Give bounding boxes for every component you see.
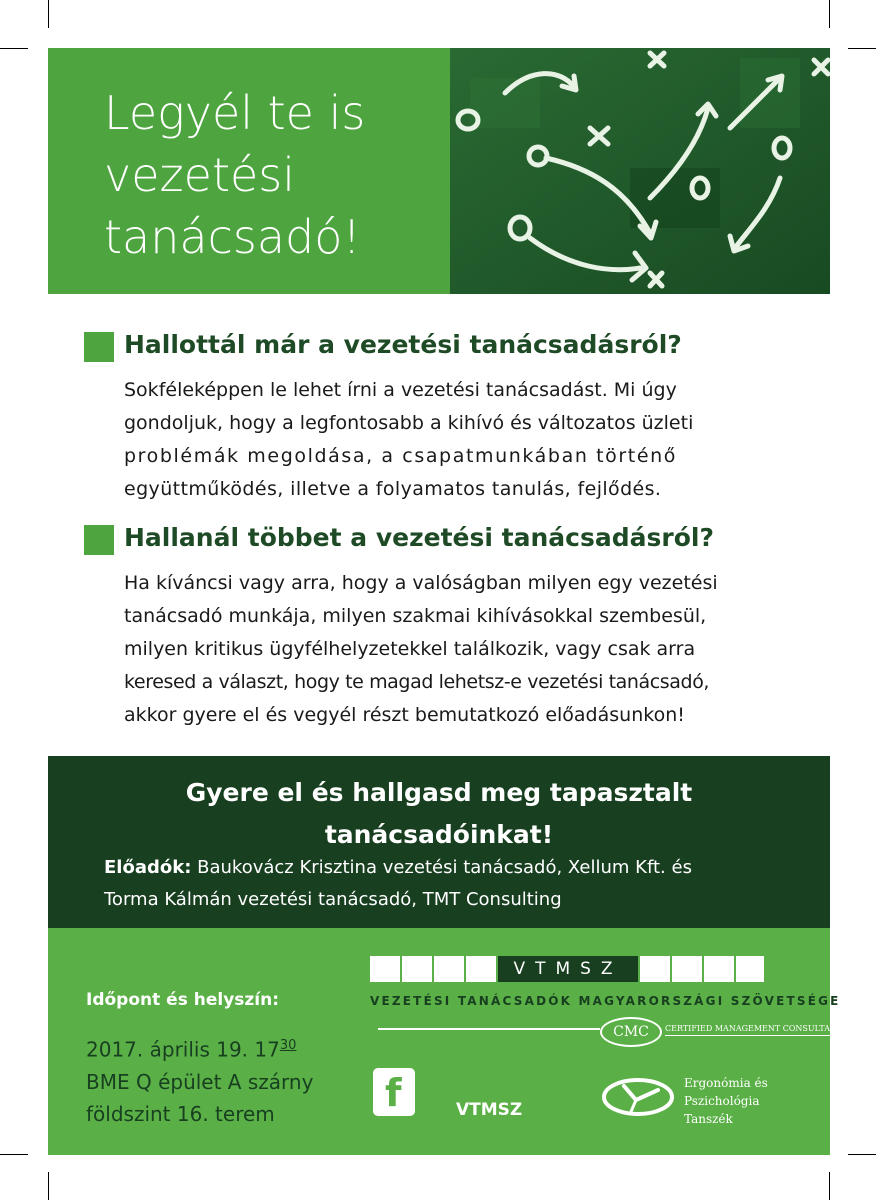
vtmsz-abbr: VTMSZ [498, 956, 638, 982]
cmc-full-name: CERTIFIED MANAGEMENT CONSULTANT [665, 1024, 842, 1036]
facebook-icon[interactable] [373, 1068, 415, 1116]
paragraph-line: keresed a választ, hogy te magad lehetsz-e vezetési tanácsadó, [124, 671, 710, 693]
facebook-glyph: f [385, 1071, 402, 1115]
logo-box [736, 956, 764, 982]
invite-title-line: Gyere el és hallgasd meg tapasztalt [185, 778, 693, 807]
section-heading: Hallottál már a vezetési tanácsadásról? [124, 330, 682, 359]
divider-line [378, 1028, 600, 1030]
speakers-label: Előadók: [104, 857, 192, 878]
crop-mark [0, 48, 28, 49]
paragraph-line: Sokféleképpen le lehet írni a vezetési tanácsadást. Mi úgy [124, 379, 677, 401]
event-place: földszint 16. terem [86, 1101, 275, 1126]
invite-title [48, 772, 830, 856]
bullet-square [84, 525, 114, 555]
invite-band [48, 756, 830, 928]
crop-mark [48, 1172, 49, 1200]
speakers-line: Baukovácz Krisztina vezetési tanácsadó, Xellum Kft. és [191, 857, 692, 878]
section-hear-more [84, 523, 804, 743]
hero-title-line: vezetési [104, 148, 296, 202]
event-details [86, 1030, 313, 1130]
paragraph-line: tanácsadó munkája, milyen szakmai kihívásokkal szembesül, [124, 605, 707, 627]
hero-title-line: tanácsadó! [104, 210, 361, 264]
paragraph-line: akkor gyere el és vegyél részt bemutatkozó előadásunkon! [124, 704, 685, 726]
event-date: 2017. április 19. 17 [86, 1037, 280, 1062]
bullet-square [84, 332, 114, 362]
ergonomics-department-name [684, 1074, 768, 1128]
event-time-minutes: 30 [279, 1038, 297, 1053]
crop-mark [48, 0, 49, 28]
ergo-line: Ergonómia és [684, 1076, 768, 1090]
logo-box [704, 956, 734, 982]
facebook-page-label[interactable]: VTMSZ [456, 1100, 523, 1120]
logo-box [672, 956, 702, 982]
paragraph-line: gondoljuk, hogy a legfontosabb a kihívó és változatos üzleti [124, 412, 694, 434]
crop-mark [848, 1154, 876, 1155]
crop-mark [848, 48, 876, 49]
ergo-line: Tanszék [684, 1112, 733, 1126]
logo-box [370, 956, 400, 982]
paragraph-line: problémák megoldása, a csapatmunkában történő [124, 445, 677, 467]
section-paragraph [124, 374, 693, 506]
event-label: Időpont és helyszín: [86, 990, 280, 1010]
speakers-line: Torma Kálmán vezetési tanácsadó, TMT Consulting [104, 889, 562, 910]
hero-title-panel [48, 48, 450, 294]
cmc-logo: CMC [600, 1017, 662, 1047]
logo-box [466, 956, 496, 982]
crop-mark [0, 1154, 28, 1155]
logo-box [434, 956, 464, 982]
hero-title [104, 82, 365, 268]
ergonomics-department-logo-icon [600, 1076, 676, 1118]
logo-box [402, 956, 432, 982]
paragraph-line: Ha kíváncsi vagy arra, hogy a valóságban milyen egy vezetési [124, 572, 718, 594]
event-place: BME Q épület A szárny [86, 1069, 314, 1094]
logo-box [640, 956, 670, 982]
paragraph-line: milyen kritikus ügyfélhelyzetekkel találkozik, vagy csak arra [124, 638, 696, 660]
event-band [48, 928, 843, 1155]
vtmsz-full-name: VEZETÉSI TANÁCSADÓK MAGYARORSZÁGI SZÖVETSÉGE [370, 994, 841, 1008]
crop-mark [829, 1172, 830, 1200]
section-heard-about [84, 330, 804, 500]
speakers [104, 852, 692, 916]
ergo-line: Pszichológia [684, 1094, 760, 1108]
crop-mark [829, 0, 830, 28]
chalkboard-strategy-image [450, 48, 830, 294]
strategy-drawing [450, 48, 830, 294]
paragraph-line: együttműködés, illetve a folyamatos tanulás, fejlődés. [124, 478, 662, 500]
hero-title-line: Legyél te is [104, 86, 366, 140]
invite-title-line: tanácsadóinkat! [324, 820, 554, 849]
section-paragraph [124, 567, 718, 732]
section-heading: Hallanál többet a vezetési tanácsadásról? [124, 523, 714, 552]
